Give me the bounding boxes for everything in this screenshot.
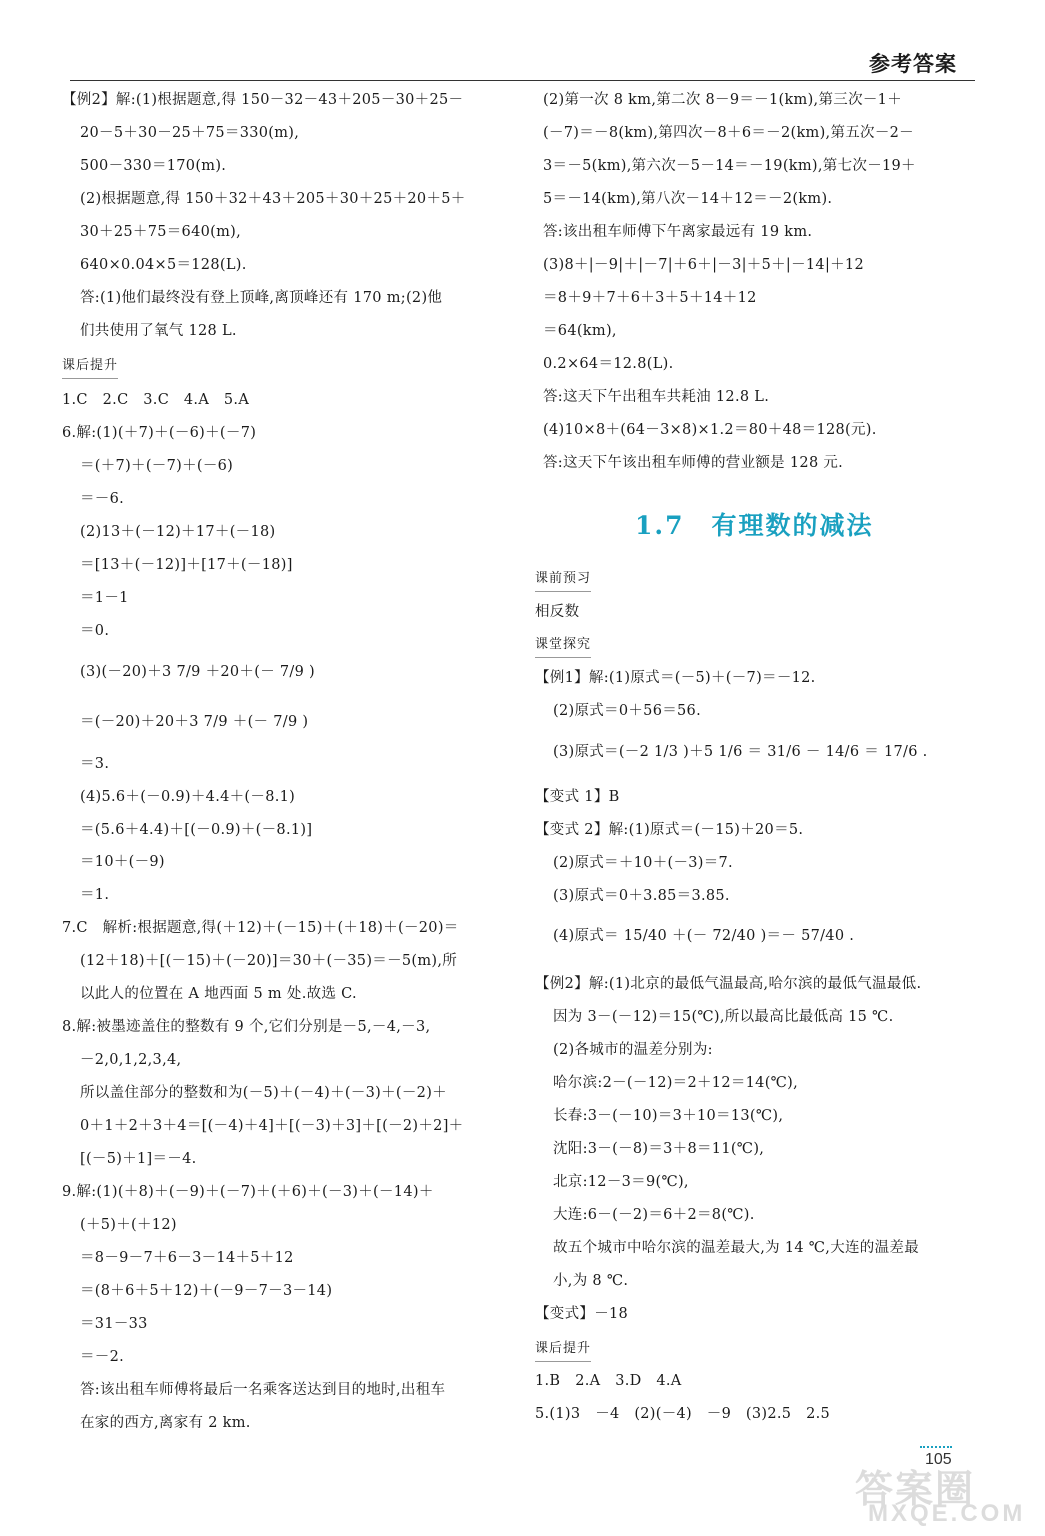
text-line: 0＋1＋2＋3＋4＝[(－4)＋4]＋[(－3)＋3]＋[(－2)＋2]＋: [80, 1118, 464, 1134]
text-line: ＝(8＋6＋5＋12)＋(－9－7－3－14): [80, 1283, 333, 1299]
text-line: 哈尔滨:2－(－12)＝2＋12＝14(℃),: [553, 1075, 799, 1091]
text-line: (12＋18)＋[(－15)＋(－20)]＝30＋(－35)＝－5(m),所: [80, 953, 458, 969]
text-line: (2)根据题意,得 150＋32＋43＋205＋30＋25＋20＋5＋: [80, 191, 466, 207]
text-line: ＝8－9－7＋6－3－14＋5＋12: [80, 1250, 294, 1266]
text-line: ＝(－20)＋20＋3 7/9 ＋(－ 7/9 ): [80, 714, 309, 730]
watermark-site: MXQE.COM: [868, 1500, 1026, 1527]
text-line: ＝0.: [80, 623, 110, 639]
text-line: (2)13＋(－12)＋17＋(－18): [80, 524, 276, 540]
text-line: 500－330＝170(m).: [80, 158, 227, 174]
text-line: ＝1.: [80, 887, 110, 903]
text-line: 故五个城市中哈尔滨的温差最大,为 14 ℃,大连的温差最: [553, 1240, 920, 1256]
text-line: 【例1】解:(1)原式＝(－5)＋(－7)＝－12.: [535, 670, 816, 686]
text-line: 1.C 2.C 3.C 4.A 5.A: [62, 392, 250, 408]
text-line: ＝10＋(－9): [80, 854, 165, 870]
text-line: 30＋25＋75＝640(m),: [80, 224, 242, 240]
text-line: 以此人的位置在 A 地西面 5 m 处.故选 C.: [80, 986, 357, 1002]
text-line: ＝－2.: [80, 1349, 125, 1365]
text-line: 长春:3－(－10)＝3＋10＝13(℃),: [553, 1108, 784, 1124]
text-line: 0.2×64＝12.8(L).: [543, 356, 674, 372]
text-line: 答:这天下午该出租车师傅的营业额是 128 元.: [543, 455, 844, 471]
text-line: 【例2】解:(1)根据题意,得 150－32－43＋205－30＋25－: [62, 92, 464, 108]
text-line: 答:该出租车师傅将最后一名乘客送达到目的地时,出租车: [80, 1382, 446, 1398]
text-line: [(－5)＋1]＝－4.: [80, 1151, 197, 1167]
page-header-title: 参考答案: [869, 52, 957, 76]
text-line: 在家的西方,离家有 2 km.: [80, 1415, 251, 1431]
text-line: 答:这天下午出租车共耗油 12.8 L.: [543, 389, 770, 405]
text-line: 5＝－14(km),第八次－14＋12＝－2(km).: [543, 191, 833, 207]
text-line: ＝[13＋(－12)]＋[17＋(－18)]: [80, 557, 293, 573]
text-line: (2)各城市的温差分别为:: [553, 1042, 713, 1058]
text-line: 们共使用了氧气 128 L.: [80, 323, 237, 339]
text-line: 因为 3－(－12)＝15(℃),所以最高比最低高 15 ℃.: [553, 1009, 894, 1025]
text-line: ＝8＋9＋7＋6＋3＋5＋14＋12: [543, 290, 757, 306]
section-heading: 课后提升: [535, 1339, 591, 1362]
text-line: 答:该出租车师傅下午离家最远有 19 km.: [543, 224, 813, 240]
text-line: ＝64(km),: [543, 323, 617, 339]
text-line: 3＝－5(km),第六次－5－14＝－19(km),第七次－19＋: [543, 158, 916, 174]
text-line: ＝(5.6＋4.4)＋[(－0.9)＋(－8.1)]: [80, 822, 313, 838]
text-line: 大连:6－(－2)＝6＋2＝8(℃).: [553, 1207, 755, 1223]
text-line: 6.解:(1)(＋7)＋(－6)＋(－7): [62, 425, 257, 441]
text-line: 沈阳:3－(－8)＝3＋8＝11(℃),: [553, 1141, 765, 1157]
text-line: 640×0.04×5＝128(L).: [80, 257, 247, 273]
text-line: (2)原式＝0＋56＝56.: [553, 703, 701, 719]
text-line: (2)第一次 8 km,第二次 8－9＝－1(km),第三次－1＋: [543, 92, 902, 108]
section-heading: 课前预习: [535, 569, 591, 592]
text-line: ＝(＋7)＋(－7)＋(－6): [80, 458, 234, 474]
text-line: ＝－6.: [80, 491, 125, 507]
text-line: (3)原式＝0＋3.85＝3.85.: [553, 888, 730, 904]
text-line: (4)10×8＋(64－3×8)×1.2＝80＋48＝128(元).: [543, 422, 877, 438]
text-line: ＝1－1: [80, 590, 129, 606]
text-line: (＋5)＋(＋12): [80, 1217, 177, 1233]
text-line: (3)(－20)＋3 7/9 ＋20＋(－ 7/9 ): [80, 664, 316, 680]
text-line: 【变式 2】解:(1)原式＝(－15)＋20＝5.: [535, 822, 804, 838]
text-line: 所以盖住部分的整数和为(－5)＋(－4)＋(－3)＋(－2)＋: [80, 1085, 447, 1101]
text-line: 1.B 2.A 3.D 4.A: [535, 1373, 682, 1389]
text-line: 【变式】－18: [535, 1306, 629, 1322]
text-line: (2)原式＝＋10＋(－3)＝7.: [553, 855, 733, 871]
page-number-ornament: [920, 1446, 952, 1448]
text-line: 北京:12－3＝9(℃),: [553, 1174, 689, 1190]
watermark-logo: 答案圈: [855, 1469, 976, 1511]
page-number: 105: [925, 1451, 952, 1468]
text-line: (4)5.6＋(－0.9)＋4.4＋(－8.1): [80, 789, 296, 805]
section-heading: 课堂探究: [535, 635, 591, 658]
text-line: 【变式 1】B: [535, 789, 620, 805]
text-line: 7.C 解析:根据题意,得(＋12)＋(－15)＋(＋18)＋(－20)＝: [62, 920, 459, 936]
text-line: ＝31－33: [80, 1316, 148, 1332]
text-line: (－7)＝－8(km),第四次－8＋6＝－2(km),第五次－2－: [543, 125, 914, 141]
section-heading: 课后提升: [62, 356, 118, 379]
text-line: 答:(1)他们最终没有登上顶峰,离顶峰还有 170 m;(2)他: [80, 290, 443, 306]
text-line: 20－5＋30－25＋75＝330(m),: [80, 125, 300, 141]
text-line: 9.解:(1)(＋8)＋(－9)＋(－7)＋(＋6)＋(－3)＋(－14)＋: [62, 1184, 434, 1200]
text-line: 【例2】解:(1)北京的最低气温最高,哈尔滨的最低气温最低.: [535, 976, 922, 992]
text-line: ＝3.: [80, 756, 110, 772]
text-line: (3)原式＝(－2 1/3 )＋5 1/6 ＝ 31/6 － 14/6 ＝ 17/6 .: [553, 744, 928, 760]
text-line: －2,0,1,2,3,4,: [80, 1052, 182, 1068]
section-title: 1.7 有理数的减法: [635, 511, 874, 540]
text-line: (3)8＋|－9|＋|－7|＋6＋|－3|＋5＋|－14|＋12: [543, 257, 864, 273]
text-line: (4)原式＝ 15/40 ＋(－ 72/40 )＝－ 57/40 .: [553, 928, 855, 944]
text-line: 8.解:被墨迹盖住的整数有 9 个,它们分别是－5,－4,－3,: [62, 1019, 431, 1035]
text-line: 相反数: [535, 604, 580, 620]
text-line: 小,为 8 ℃.: [553, 1273, 629, 1289]
header-rule: [70, 80, 975, 81]
text-line: 5.(1)3 －4 (2)(－4) －9 (3)2.5 2.5: [535, 1406, 831, 1422]
